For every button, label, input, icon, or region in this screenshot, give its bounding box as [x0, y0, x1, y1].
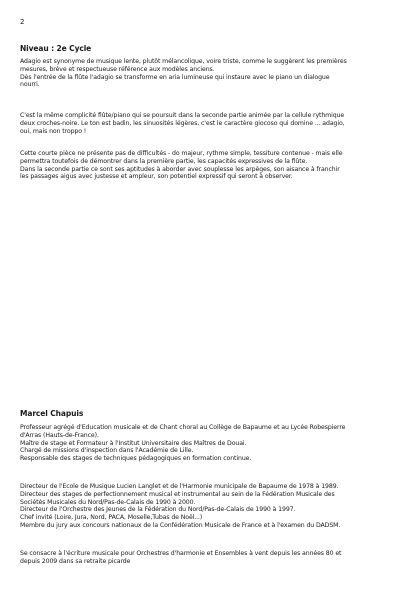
- text-line: oui, mais non troppo !: [20, 127, 87, 135]
- paragraph-author-direction: [20, 483, 404, 530]
- text-line: depuis 2009 dans sa retraite picarde: [20, 557, 131, 565]
- text-line: Responsable des stages de techniques pédagogiques en formation continue.: [20, 455, 252, 463]
- text-line: C'est la même complicité flûte/piano qui se poursuit dans la seconde partie animée par la cellule rythmique: [20, 112, 345, 119]
- paragraph-author-teaching: [20, 424, 404, 463]
- paragraph-author-composition: [20, 550, 404, 566]
- text-line: mesures, brève et respectueuse référence aux modèles anciens.: [20, 65, 215, 73]
- text-line: Chef invité (Loire, Jura, Nord, PACA, Moselle,Tubas de Noël...): [20, 514, 203, 522]
- text-line: Professeur agrégé d'Education musicale et de Chant choral au Collège de Bapaume et au Lycée Robespierre: [20, 424, 346, 431]
- text-line: Dans la seconde partie ce sont ses aptitudes à aborder avec souplesse les arpèges, son aisance à franchir: [20, 165, 340, 173]
- paragraph-second-part: [20, 112, 404, 135]
- text-line: permettra toutefois de démontrer dans la première partie, les capacités expressives de la flûte.: [20, 157, 308, 165]
- paragraph-adagio-intro: [20, 58, 404, 89]
- text-line: nourri.: [20, 81, 40, 89]
- paragraph-difficulties: [20, 150, 404, 181]
- text-line: Dès l'entrée de la flûte l'adagio se transforme en aria lumineuse qui instaure avec le piano un dialogue: [20, 73, 330, 81]
- text-line: Se consacre à l'écriture musicale pour Orchestres d'harmonie et Ensembles à vent depuis les années 80 et: [20, 550, 342, 557]
- text-line: Maître de stage et Formateur à l'Institut Universitaire des Maîtres de Douai.: [20, 439, 247, 447]
- text-line: Sociétés Musicales du Nord/Pas-de-Calais de 1990 à 2000.: [20, 498, 196, 506]
- text-line: d'Arras (Hauts-de-France).: [20, 431, 99, 439]
- text-line: Chargé de missions d'inspection dans l'Académie de Lille.: [20, 447, 194, 455]
- text-line: Cette courte pièce ne présente pas de difficultés - do majeur, rythme simple, tessiture contenue - mais elle: [20, 150, 343, 157]
- text-line: Directeur de l'Ecole de Musique Lucien Langlet et de l'Harmonie municipale de Bapaume de 1978 à 1989.: [20, 483, 339, 490]
- text-line: les passages aigus avec justesse et ampleur, son potentiel expressif qui seront à observer.: [20, 173, 293, 181]
- text-line: Membre du jury aux concours nationaux de la Confédération Musicale de France et à l'examen du DADSM.: [20, 521, 341, 529]
- page-number: 2: [20, 18, 25, 26]
- text-line: Adagio est synonyme de musique lente, plutôt mélancolique, voire triste, comme le suggèrent les premières: [20, 58, 347, 65]
- section-heading-author: Marcel Chapuis: [20, 409, 84, 418]
- text-line: deux croches-noire. Le ton est badin, les sinuosités légères, c'est le caractère giocoso qui domine ... adagio,: [20, 119, 345, 127]
- text-line: Directeur de l'Orchestre des Jeunes de la Fédération du Nord/Pas-de-Calais de 1990 à 1997.: [20, 506, 296, 514]
- text-line: Directeur des stages de perfectionnement musical et instrumental au sein de la Fédération Musicale des: [20, 490, 335, 498]
- section-heading-level: Niveau : 2e Cycle: [20, 44, 92, 53]
